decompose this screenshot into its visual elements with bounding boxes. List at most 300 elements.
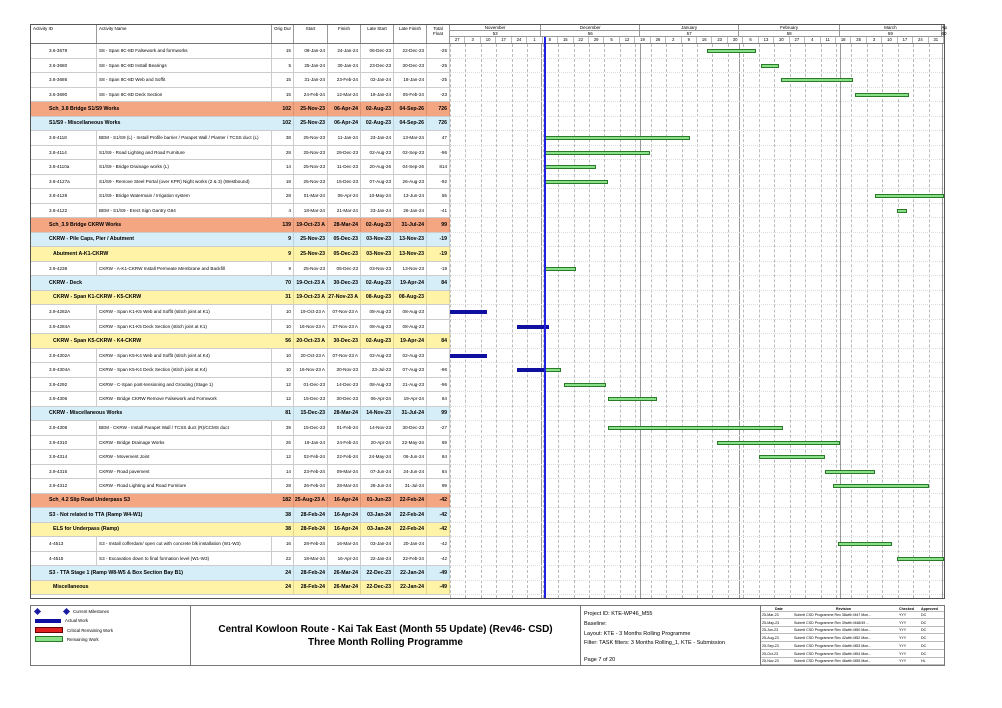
activity-row[interactable]: [31, 363, 450, 378]
wbs-row[interactable]: [31, 523, 450, 538]
cell-start: 28-Feb-24: [294, 581, 328, 595]
cell-name: CKRW - C-Span post-tensioning and Grouting (Stage 1): [97, 378, 272, 392]
activity-row[interactable]: [31, 73, 450, 88]
cell-tf: 726: [427, 117, 450, 131]
cell-dur: 28: [272, 479, 294, 493]
timescale-day: 24: [512, 37, 527, 43]
cell-dur: 5: [272, 59, 294, 73]
cell-start: 08-Jan-24: [294, 44, 328, 58]
timescale-month-code: 58: [739, 31, 840, 37]
cell-dur: 12: [272, 378, 294, 392]
cell-tf: 726: [427, 102, 450, 116]
cell-name: CKRW - Bridge Drainage Works: [97, 436, 272, 450]
cell-name: BEM - CKRW - Install Parapet Wall / TCSS duct (R)/CCMS duct: [97, 421, 272, 435]
gantt-row-line: [450, 159, 944, 160]
layout: Layout: KTE - 3 Months Rolling Programme: [584, 631, 691, 637]
cell-dur: 39: [272, 421, 294, 435]
cell-name: CKRW - Deck: [49, 279, 83, 286]
revision-cell: DC: [921, 613, 927, 617]
timescale-day: 23: [712, 37, 727, 43]
cell-tf: 47: [427, 131, 450, 145]
revision-row: [761, 612, 944, 619]
timescale-day: 22: [574, 37, 589, 43]
remaining-work-bar[interactable]: [608, 397, 657, 401]
cell-lf: 04-Sep-26: [394, 117, 427, 131]
cell-finish: 24-Feb-24: [328, 436, 361, 450]
activity-row[interactable]: [31, 479, 450, 494]
remaining-work-bar[interactable]: [717, 441, 841, 445]
col-start[interactable]: Start: [294, 25, 328, 43]
revision-cell: 25-Nov-23: [762, 659, 779, 664]
cell-id: 3.9-4314: [31, 450, 97, 464]
legend-remaining: [35, 636, 99, 642]
cell-ls: 07-Aug-23: [361, 175, 394, 189]
revision-cell: DC: [921, 636, 927, 641]
activity-row[interactable]: [31, 436, 450, 451]
cell-ls: 22-Dec-23: [361, 581, 394, 595]
remaining-work-bar[interactable]: [759, 455, 826, 459]
revision-row: [761, 627, 944, 634]
cell-ls: 01-Jun-23: [361, 494, 394, 508]
revision-cell: YYY: [899, 636, 907, 641]
page-number: Page 7 of 20: [584, 657, 616, 663]
cell-start: 26-Feb-24: [294, 479, 328, 493]
cell-start: 19-Oct-23 A: [294, 305, 328, 319]
cell-lf: 26-Jan-24: [394, 204, 427, 218]
cell-finish: 16-Mar-24: [328, 537, 361, 551]
cell-start: 31-Jan-24: [294, 73, 328, 87]
cell-start: 16-Nov-23 A: [294, 320, 328, 334]
activity-row[interactable]: [31, 146, 450, 161]
cell-lf: 30-Dec-23: [394, 59, 427, 73]
activity-row[interactable]: [31, 537, 450, 552]
activity-row[interactable]: [31, 305, 450, 320]
remaining-work-bar[interactable]: [855, 93, 909, 97]
cell-dur: 56: [272, 334, 294, 348]
cell-lf: 31-Jul-24: [394, 218, 427, 232]
cell-finish: 22-Feb-24: [328, 450, 361, 464]
cell-lf: 22-Jan-24: [394, 566, 427, 580]
activity-row[interactable]: [31, 175, 450, 190]
cell-start: 02-Feb-24: [294, 450, 328, 464]
cell-lf: 22-May-24: [394, 436, 427, 450]
remaining-work-bar[interactable]: [544, 368, 561, 372]
cell-dur: 22: [272, 552, 294, 566]
cell-dur: 18: [272, 175, 294, 189]
cell-ls: 08-Aug-23: [361, 305, 394, 319]
cell-ls: 10-May-24: [361, 189, 394, 203]
cell-start: 25-Nov-23: [294, 233, 328, 247]
gantt-row-line: [450, 594, 944, 595]
activity-row[interactable]: [31, 320, 450, 335]
cell-id: 3.8-4128: [31, 189, 97, 203]
cell-start: 19-Oct-23 A: [294, 276, 328, 290]
legend-label: Actual Work: [65, 618, 89, 623]
cell-id: 3.9-4292: [31, 378, 97, 392]
revision-cell: YYY: [899, 620, 907, 625]
remaining-work-bar[interactable]: [608, 426, 783, 430]
gantt-row-line: [450, 377, 944, 378]
activity-row[interactable]: [31, 204, 450, 219]
gantt-row-line: [450, 449, 944, 450]
critical-bar-swatch: [35, 627, 63, 633]
cell-name: S3 - Install cofferdam/ open cut with concrete blk installation (W1-W3): [97, 537, 272, 551]
cell-start: 01-Dec-23: [294, 378, 328, 392]
revision-row: [761, 643, 944, 650]
cell-dur: 81: [272, 407, 294, 421]
timescale-month: November: [450, 25, 541, 31]
activity-row[interactable]: [31, 189, 450, 204]
cell-ls: 02-Jan-24: [361, 73, 394, 87]
timescale-day: 18: [836, 37, 851, 43]
cell-start: 28-Feb-24: [294, 508, 328, 522]
timescale-day: 2: [666, 37, 681, 43]
cell-id: 3.6-3686: [31, 73, 97, 87]
revision-table: [761, 606, 944, 665]
remaining-work-bar[interactable]: [825, 470, 874, 474]
cell-tf: -19: [427, 262, 450, 276]
col-late-finish[interactable]: Late Finish: [394, 25, 427, 43]
gantt-row-line: [450, 348, 944, 349]
col-activity-name[interactable]: Activity Name: [97, 25, 272, 43]
timescale-day: 27: [790, 37, 805, 43]
cell-dur: 70: [272, 276, 294, 290]
cell-name: CKRW - Movement Joint: [97, 450, 272, 464]
cell-finish: 30-Jan-24: [328, 59, 361, 73]
gantt-row-line: [450, 478, 944, 479]
cell-lf: 13-Jun-24: [394, 189, 427, 203]
wbs-row[interactable]: [31, 508, 450, 523]
cell-lf: 04-Sep-26: [394, 160, 427, 174]
cell-finish: 21-Mar-24: [328, 204, 361, 218]
revision-cell: HL: [921, 659, 926, 664]
diamond-icon: [63, 608, 70, 615]
cell-start: 28-Feb-24: [294, 537, 328, 551]
activity-row[interactable]: [31, 44, 450, 59]
cell-name: S3 - Excavation down to final formation level (W1-W3): [97, 552, 272, 566]
remaining-work-bar[interactable]: [838, 542, 892, 546]
gantt-row-line: [450, 551, 944, 552]
cell-name: CKRW - A-K1-CKRW Install Permeate Membrane and Backfill: [97, 262, 272, 276]
legend-label: Critical Remaining Work: [67, 627, 114, 633]
remaining-work-bar[interactable]: [781, 78, 853, 82]
cell-lf: 31-Jul-24: [394, 479, 427, 493]
cell-id: 3.9-4304A: [31, 363, 97, 377]
cell-tf: -42: [427, 537, 450, 551]
cell-name: S8 - Span 8C-8D Deck Section: [97, 88, 272, 102]
gantt-row-line: [450, 435, 944, 436]
cell-lf: 22-Dec-23: [394, 44, 427, 58]
cell-start: 19-Jan-24: [294, 436, 328, 450]
cell-finish: 05-Dec-23: [328, 262, 361, 276]
cell-start: 19-Oct-23 A: [294, 291, 328, 305]
cell-finish: 06-Apr-24: [328, 117, 361, 131]
timescale-month: March: [840, 25, 941, 31]
cell-tf: 84: [427, 392, 450, 406]
cell-start: 01-Mar-24: [294, 189, 328, 203]
cell-start: 25-Jan-24: [294, 59, 328, 73]
timescale-month: Ap: [941, 25, 948, 30]
cell-tf: -49: [427, 566, 450, 580]
col-total-float[interactable]: Total Float: [427, 25, 450, 43]
cell-finish: 28-Mar-24: [328, 218, 361, 232]
gantt-row-line: [450, 58, 944, 59]
cell-start: 15-Dec-23: [294, 392, 328, 406]
remaining-work-bar[interactable]: [761, 64, 778, 68]
actual-work-bar[interactable]: [517, 368, 544, 372]
cell-dur: 24: [272, 566, 294, 580]
remaining-work-bar[interactable]: [897, 557, 944, 561]
wbs-row[interactable]: [31, 566, 450, 581]
rev-col-revision: Revision: [836, 607, 851, 611]
cell-tf: 99: [427, 218, 450, 232]
cell-tf: -19: [427, 233, 450, 247]
cell-start: 24-Feb-24: [294, 88, 328, 102]
cell-start: 18-Mar-24: [294, 552, 328, 566]
wbs-row[interactable]: [31, 581, 450, 596]
timescale-month: December: [541, 25, 640, 31]
cell-name: Sch_3.8 Bridge S1/S9 Works: [49, 105, 120, 112]
actual-work-bar[interactable]: [450, 310, 487, 314]
cell-name: CKRW - Miscellaneous Works: [49, 410, 123, 417]
timescale-day: 10: [481, 37, 496, 43]
cell-name: Abutment A-K1-CKRW: [53, 250, 109, 257]
remaining-work-bar[interactable]: [897, 209, 907, 213]
remaining-work-bar[interactable]: [544, 267, 576, 271]
activity-row[interactable]: [31, 421, 450, 436]
activity-row[interactable]: [31, 392, 450, 407]
revision-cell: 25-May-23: [762, 620, 780, 625]
cell-start: 25-Nov-23: [294, 160, 328, 174]
timescale-day: 6: [743, 37, 758, 43]
cell-dur: 102: [272, 117, 294, 131]
cell-dur: 16: [272, 537, 294, 551]
cell-ls: 03-Jan-24: [361, 508, 394, 522]
cell-lf: 22-Feb-24: [394, 508, 427, 522]
cell-dur: 9: [272, 247, 294, 261]
remaining-work-bar[interactable]: [707, 49, 756, 53]
cell-dur: 10: [272, 349, 294, 363]
report-title: Central Kowloon Route - Kai Tak East (Month 55 Update) (Rev46- CSD): [218, 623, 553, 635]
cell-tf: 84: [427, 276, 450, 290]
timescale-month-code: 57: [640, 31, 739, 37]
wbs-row[interactable]: [31, 117, 450, 132]
revision-cell: YYY: [899, 613, 907, 617]
cell-id: 3.9-4282A: [31, 305, 97, 319]
cell-lf: 22-Feb-24: [394, 494, 427, 508]
wbs-row[interactable]: [31, 276, 450, 291]
remaining-bar-swatch: [35, 636, 63, 642]
revision-row: [761, 635, 944, 642]
cell-dur: 31: [272, 291, 294, 305]
revision-cell: DC: [921, 620, 927, 625]
cell-name: CKRW - Pile Caps, Pier / Abutment: [49, 236, 135, 243]
timescale-day: 20: [774, 37, 789, 43]
cell-name: Miscellaneous: [53, 584, 89, 591]
wbs-row[interactable]: [31, 233, 450, 248]
timescale-month-code: 53: [450, 31, 541, 37]
cell-start: 25-Nov-23: [294, 262, 328, 276]
gantt-row-line: [450, 536, 944, 537]
timescale-day: 24: [913, 37, 928, 43]
cell-finish: 12-Mar-24: [328, 88, 361, 102]
gantt-row-line: [450, 261, 944, 262]
cell-id: 3.9-4284A: [31, 320, 97, 334]
timescale-day: 5: [604, 37, 619, 43]
cell-name: CKRW - Span K5-K4 Deck Section (stitch joint at K4): [97, 363, 272, 377]
timescale-day: 17: [898, 37, 913, 43]
gantt-row-line: [450, 145, 944, 146]
cell-ls: 23-Jan-24: [361, 131, 394, 145]
cell-finish: 09-Mar-24: [328, 465, 361, 479]
timescale-day: 3: [465, 37, 480, 43]
col-late-start[interactable]: Late Start: [361, 25, 394, 43]
cell-tf: -27: [427, 421, 450, 435]
cell-ls: 20-Aug-26: [361, 160, 394, 174]
cell-start: 15-Dec-23: [294, 421, 328, 435]
cell-name: BEM - S1/S9 (L) - Install Profile barrier / Parapet Wall / Planter / TCSS duct (L): [97, 131, 272, 145]
cell-dur: 14: [272, 465, 294, 479]
cell-start: 25-Nov-23: [294, 117, 328, 131]
cell-start: 20-Oct-23 A: [294, 349, 328, 363]
activity-row[interactable]: [31, 59, 450, 74]
timescale-day: 4: [805, 37, 820, 43]
cell-id: 3.8-4127a: [31, 175, 97, 189]
cell-tf: -42: [427, 508, 450, 522]
cell-start: 28-Feb-24: [294, 523, 328, 537]
remaining-work-bar[interactable]: [564, 383, 606, 387]
activity-row[interactable]: [31, 378, 450, 393]
cell-finish: 24-Jan-24: [328, 44, 361, 58]
cell-dur: 15: [272, 73, 294, 87]
timescale-day: 9: [682, 37, 697, 43]
cell-dur: 4: [272, 204, 294, 218]
gantt-row-line: [450, 130, 944, 131]
cell-lf: 13-Nov-23: [394, 262, 427, 276]
rev-col-checked: Checked: [899, 607, 914, 611]
gantt-row-line: [450, 87, 944, 88]
wbs-row[interactable]: [31, 494, 450, 509]
cell-finish: 05-Dec-23: [328, 233, 361, 247]
wbs-row[interactable]: [31, 218, 450, 233]
cell-lf: 26-Aug-23: [394, 175, 427, 189]
cell-tf: 99: [427, 407, 450, 421]
cell-finish: 23-Feb-24: [328, 73, 361, 87]
cell-dur: 28: [272, 146, 294, 160]
timescale-day: 1: [527, 37, 542, 43]
legend-actual: [35, 618, 88, 623]
remaining-work-bar[interactable]: [544, 180, 608, 184]
cell-name: S1/S9 - Road Lighting and Road Furniture: [97, 146, 272, 160]
cell-ls: 06-Dec-23: [361, 44, 394, 58]
activity-row[interactable]: [31, 262, 450, 277]
cell-id: 3.9-4238: [31, 262, 97, 276]
activity-row[interactable]: [31, 465, 450, 480]
cell-id: 3.9-4302A: [31, 349, 97, 363]
cell-finish: 28-Mar-24: [328, 479, 361, 493]
cell-finish: 05-Dec-23: [328, 247, 361, 261]
activity-row[interactable]: [31, 88, 450, 103]
cell-lf: 13-Nov-23: [394, 233, 427, 247]
cell-tf: 84: [427, 334, 450, 348]
revision-cell: Submit CSD Programme Rev 44with M53 Mon...: [794, 643, 872, 648]
cell-id: 3.9-4312: [31, 479, 97, 493]
rev-col-approved: Approved: [921, 607, 938, 611]
cell-finish: 16-Apr-24: [328, 552, 361, 566]
cell-name: S1/S9 - Remove Steel Portal (over KPR) Night works (2 & 3) (Westbound): [97, 175, 272, 189]
gantt-row-line: [450, 420, 944, 421]
cell-name: CKRW - Span K1-CKRW - K5-CKRW: [53, 294, 142, 301]
col-activity-id[interactable]: Activity ID: [31, 25, 97, 43]
remaining-work-bar[interactable]: [544, 151, 650, 155]
activity-row[interactable]: [31, 552, 450, 567]
cell-lf: 20-Jan-24: [394, 537, 427, 551]
legend-critical: [35, 627, 113, 633]
wbs-row[interactable]: [31, 407, 450, 422]
wbs-row[interactable]: [31, 102, 450, 117]
activity-row[interactable]: [31, 160, 450, 175]
cell-ls: 02-Aug-23: [361, 334, 394, 348]
cell-name: CKRW - Road pavement: [97, 465, 272, 479]
cell-tf: [427, 291, 450, 305]
revision-cell: Submit CSD Programme Rev 38with M47 Mon...: [794, 613, 872, 617]
col-orig-dur[interactable]: Orig Dur: [272, 25, 294, 43]
cell-id: 3.8-4114: [31, 146, 97, 160]
remaining-work-bar[interactable]: [875, 194, 944, 198]
col-finish[interactable]: Finish: [328, 25, 361, 43]
wbs-row[interactable]: [31, 334, 450, 349]
cell-id: 4-4515: [31, 552, 97, 566]
cell-dur: 38: [272, 508, 294, 522]
page-footer: [30, 605, 945, 666]
cell-finish: 06-Apr-24: [328, 102, 361, 116]
rev-col-date: Date: [775, 607, 783, 611]
activity-row[interactable]: [31, 349, 450, 364]
remaining-work-bar[interactable]: [544, 136, 690, 140]
timescale-month-code: 60: [941, 31, 947, 36]
gantt-row-line: [450, 203, 944, 204]
cell-start: 16-Nov-23 A: [294, 363, 328, 377]
activity-row[interactable]: [31, 450, 450, 465]
activity-row[interactable]: [31, 131, 450, 146]
cell-dur: 12: [272, 450, 294, 464]
cell-lf: 22-Feb-24: [394, 523, 427, 537]
cell-lf: 08-Aug-23: [394, 291, 427, 305]
data-date-line: [544, 37, 546, 598]
remaining-work-bar[interactable]: [833, 484, 929, 488]
actual-work-bar[interactable]: [450, 354, 487, 358]
cell-lf: 08-Aug-23: [394, 305, 427, 319]
timescale-day: 8: [543, 37, 558, 43]
cell-ls: 02-Aug-23: [361, 117, 394, 131]
wbs-row[interactable]: [31, 291, 450, 306]
wbs-row[interactable]: [31, 247, 450, 262]
revision-row: [761, 620, 944, 627]
cell-finish: 29-Dec-23: [328, 146, 361, 160]
remaining-work-bar[interactable]: [544, 165, 596, 169]
cell-id: 3.6-3690: [31, 88, 97, 102]
revision-cell: Submit CSD Programme Rev 46with M55 Mon...: [794, 659, 872, 664]
gantt-row-line: [450, 464, 944, 465]
revision-cell: 25-Sep-23: [762, 643, 779, 648]
cell-id: 3.8-4118: [31, 131, 97, 145]
cell-dur: 26: [272, 436, 294, 450]
cell-finish: 07-Nov-23 A: [328, 305, 361, 319]
cell-lf: 06-Jun-24: [394, 450, 427, 464]
cell-ls: 19-Jan-24: [361, 88, 394, 102]
cell-ls: 14-Nov-23: [361, 421, 394, 435]
cell-dur: 10: [272, 320, 294, 334]
